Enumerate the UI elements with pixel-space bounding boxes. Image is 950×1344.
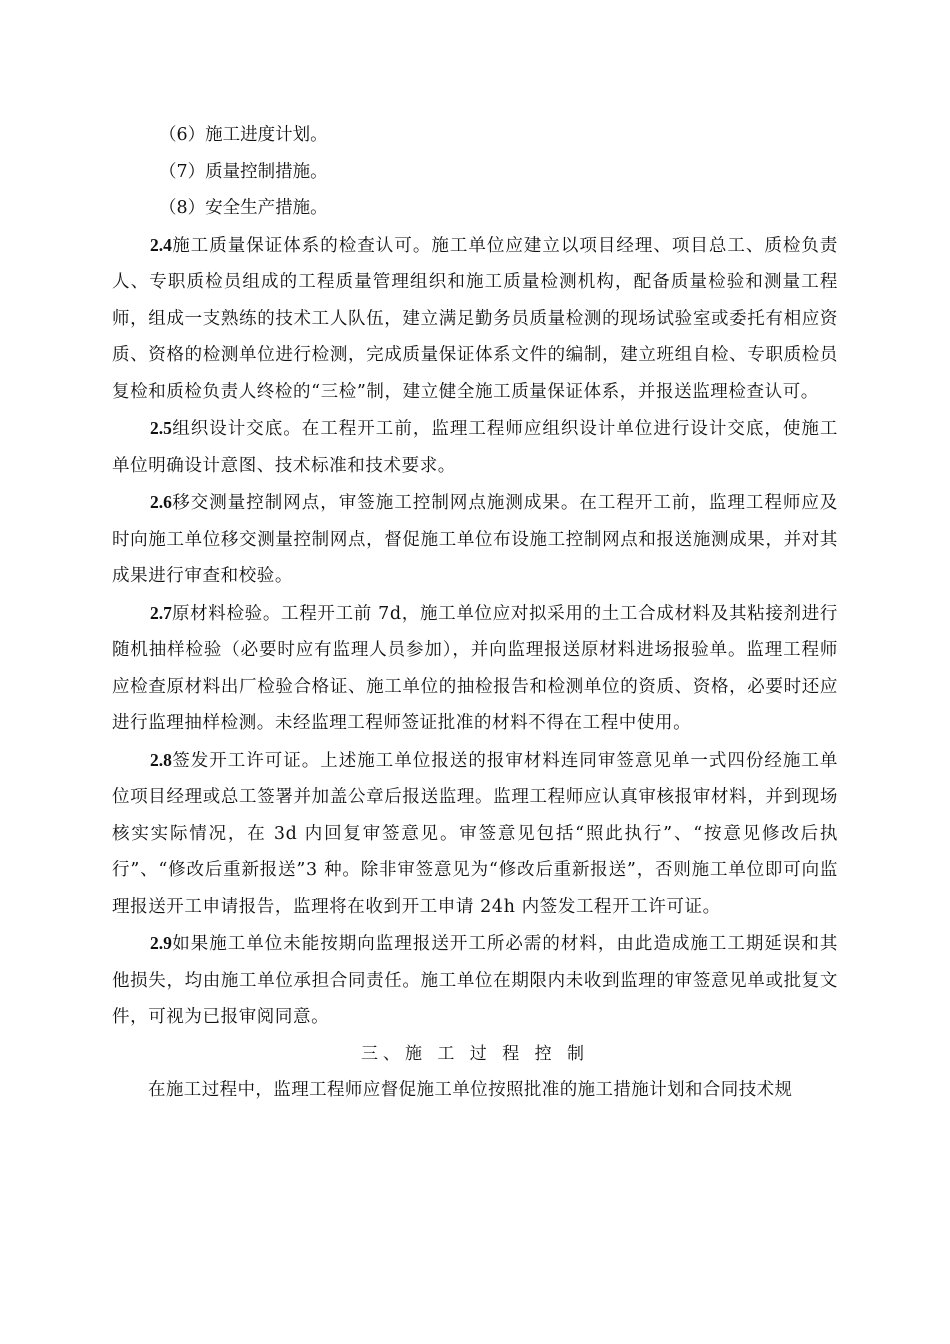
- list-item: （8）安全生产措施。: [159, 198, 328, 218]
- paragraph-2-9: [112, 925, 838, 1036]
- list-item: （6）施工进度计划。: [159, 125, 328, 145]
- clause-number: 2.7: [150, 602, 172, 623]
- paragraph-text: 移交测量控制网点，审签施工控制网点施测成果。在工程开工前，监理工程师应及时向施工单位移交测量控制网点，督促施工单位布设施工控制网点和报送施测成果，并对其成果进行审查和校验。: [112, 493, 838, 586]
- paragraph-intro: 在施工过程中，监理工程师应督促施工单位按照批准的施工措施计划和合同技术规: [148, 1080, 793, 1100]
- paragraph-2-5: [112, 410, 838, 484]
- paragraph-text: 如果施工单位未能按期向监理报送开工所必需的材料，由此造成施工工期延误和其他损失，均由施工单位承担合同责任。施工单位在期限内未收到监理的审签意见单或批复文件，可视为已报审阅同意。: [112, 934, 838, 1027]
- paragraph-text: 施工质量保证体系的检查认可。施工单位应建立以项目经理、项目总工、质检负责人、专职质检员组成的工程质量管理组织和施工质量检测机构，配备质量检验和测量工程师，组成一支熟练的技术工人队伍，建立满足勤务员质量检测的现场试验室或委托有相应资质、资格的检测单位进行检测，完成质量保证体系文件的编制，建立班组自检、专职质检员复检和质检负责人终检的“三检”制，建立健全施工质量保证体系，并报送监理检查认可。: [112, 235, 838, 402]
- clause-number: 2.6: [150, 492, 172, 512]
- clause-number: 2.4: [150, 234, 172, 255]
- paragraph-2-6: [112, 484, 838, 595]
- section-heading: 三、施 工 过 程 控 制: [360, 1043, 590, 1064]
- paragraph-text: 原材料检验。工程开工前 7d，施工单位应对拟采用的土工合成材料及其粘接剂进行随机抽样检验（必要时应有监理人员参加），并向监理报送原材料进场报验单。监理工程师应检查原材料出厂检验合格证、施工单位的抽检报告和检测单位的资质、资格，必要时还应进行监理抽样检测。未经监理工程师签证批准的材料不得在工程中使用。: [112, 603, 838, 733]
- list-item: （7）质量控制措施。: [159, 161, 328, 182]
- paragraph-text: 组织设计交底。在工程开工前，监理工程师应组织设计单位进行设计交底，使施工单位明确设计意图、技术标准和技术要求。: [112, 419, 838, 476]
- paragraph-text: 签发开工许可证。上述施工单位报送的报审材料连同审签意见单一式四份经施工单位项目经理或总工签署并加盖公章后报送监理。监理工程师应认真审核报审材料，并到现场核实实际情况，在 3d 内回复审签意见。审签意见包括“照此执行”、“按意见修改后执行”、“修改后重新报送”3 种。除非审签意见为“修改后重新报送”，否则施工单位即可向监理报送开工申请报告，监理将在收到开工申请 24h 内签发工程开工许可证。: [112, 750, 838, 917]
- paragraph-2-7: [112, 595, 838, 742]
- paragraph-2-4: [112, 227, 838, 411]
- clause-number: 2.5: [150, 418, 172, 438]
- clause-number: 2.8: [150, 749, 172, 770]
- document-body: [112, 117, 838, 1109]
- clause-number: 2.9: [150, 933, 172, 953]
- paragraph-2-8: [112, 742, 838, 926]
